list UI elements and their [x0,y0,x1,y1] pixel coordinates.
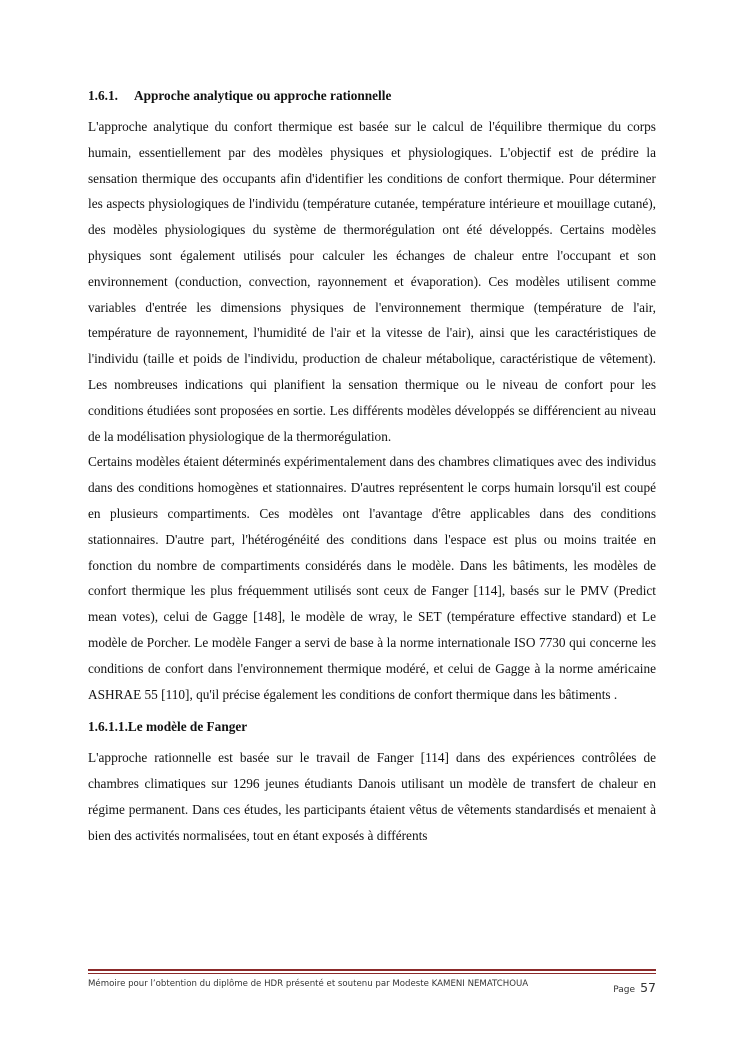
page-footer [88,977,656,995]
subsection-paragraph: L'approche rationnelle est basée sur le travail de Fanger [114] dans des expériences contrôlées de chambres climatiques sur 1296 jeunes étudiants Danois utilisant un modèle de transfert de chaleur en régime permanent. Dans ces études, les participants étaient vêtus de vêtements standardisés et menaient à bien des activités normalisées, tout en étant exposés à différents [88,750,656,843]
page-content [88,86,656,849]
page-label: Page [613,985,635,995]
page-indicator [613,977,656,996]
footer-rule-thick [88,969,656,971]
section-number: 1.6.1. [88,88,118,103]
body-paragraph: Certains modèles étaient déterminés expérimentalement dans des chambres climatiques avec des individus dans des conditions homogènes et stationnaires. D'autres représentent le corps humain lorsqu'il est coupé en plusieurs compartiments. Ces modèles ont l'avantage d'être applicables dans des conditions stationnaires. D'autre part, l'hétérogénéité des conditions dans l'espace est plus ou moins traitée en fonction du nombre de compartiments considérés dans le modèle. Dans les bâtiments, les modèles de confort thermique les plus fréquemment utilisés sont ceux de Fanger [114], basés sur le PMV (Predict mean votes), celui de Gagge [148], le modèle de wray, le SET (température effective standard) et Le modèle de Porcher. Le modèle Fanger a servi de base à la norme internationale ISO 7730 qui concerne les conditions de confort dans l'environnement thermique modéré, et celui de Gagge à la norme américaine ASHRAE 55 [110], qu'il précise également les conditions de confort thermique dans les bâtiments . [88,454,656,702]
subsection-heading: 1.6.1.1.Le modèle de Fanger [88,719,248,735]
section-title: Approche analytique ou approche rationnelle [134,88,392,103]
body-paragraph: L'approche analytique du confort thermique est basée sur le calcul de l'équilibre thermique du corps humain, essentiellement par des modèles physiques et physiologiques. L'objectif est de prédire la sensation thermique des occupants afin d'identifier les conditions de confort thermique. Pour déterminer les aspects physiologiques de l'individu (température cutanée, température intérieure et mouillage cutané), des modèles physiologiques du système de thermorégulation ont été développés. Certains modèles physiques sont également utilisés pour calculer les échanges de chaleur entre l'occupant et son environnement (conduction, convection, rayonnement et évaporation). Ces modèles utilisent comme variables d'entrée les dimensions physiques de l'environnement thermique (température de l'air, température de rayonnement, l'humidité de l'air et la vitesse de l'air), ainsi que les caractéristiques de l'individu (taille et poids de l'individu, production de chaleur métabolique, caractéristique de vêtement). Les nombreuses indications qui planifient la sensation thermique ou le niveau de confort pour les conditions étudiées sont proposées en sortie. Les différents modèles développés se différencient au niveau de la modélisation physiologique de la thermorégulation. [88,119,656,444]
footer-rule-thin [88,973,656,974]
page-number: 57 [640,980,656,995]
section-heading [88,86,656,106]
footer-text: Mémoire pour l’obtention du diplôme de HDR présenté et soutenu par Modeste KAMENI NEMATCHOUA [88,979,529,989]
